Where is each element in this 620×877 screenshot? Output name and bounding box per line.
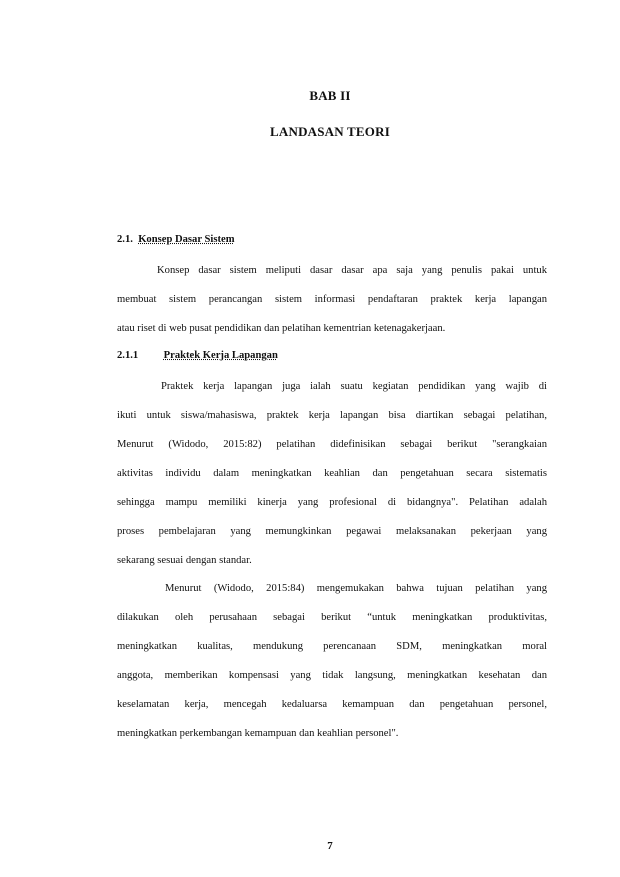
chapter-number: BAB II [309,88,351,103]
paragraph-tujuan-pelatihan [117,574,547,748]
paragraph-line: Menurut (Widodo, 2015:84) mengemukakan bahwa tujuan pelatihan yang [165,583,547,594]
paragraph-line: meningkatkan perkembangan kemampuan dan keahlian personel". [117,728,399,739]
paragraph-line: proses pembelajaran yang memungkinkan pegawai melaksanakan pekerjaan yang [117,526,547,537]
paragraph-line: aktivitas individu dalam meningkatkan keahlian dan pengetahuan secara sistematis [117,468,547,479]
paragraph-line: membuat sistem perancangan sistem informasi pendaftaran praktek kerja lapangan [117,294,547,305]
paragraph-line: keselamatan kerja, mencegah kedaluarsa kemampuan dan pengetahuan personel, [117,699,547,710]
section-number: 2.1. [117,234,133,245]
paragraph-line: Menurut (Widodo, 2015:82) pelatihan didefinisikan sebagai berikut "serangkaian [117,439,547,450]
paragraph-konsep-dasar [117,256,547,343]
paragraph-line: ikuti untuk siswa/mahasiswa, praktek kerja lapangan bisa diartikan sebagai pelatihan, [117,410,547,421]
section-heading-2-1-1 [117,350,278,361]
paragraph-line: atau riset di web pusat pendidikan dan pelatihan kementrian ketenagakerjaan. [117,323,446,334]
section-number: 2.1.1 [117,350,139,361]
paragraph-line: anggota, memberikan kompensasi yang tidak langsung, meningkatkan kesehatan dan [117,670,547,681]
paragraph-line: meningkatkan kualitas, mendukung perencanaan SDM, meningkatkan moral [117,641,547,652]
chapter-title: LANDASAN TEORI [270,124,390,139]
section-heading-2-1 [117,234,235,245]
paragraph-line: Konsep dasar sistem meliputi dasar dasar apa saja yang penulis pakai untuk [157,265,547,276]
paragraph-line: Praktek kerja lapangan juga ialah suatu kegiatan pendidikan yang wajib di [161,381,547,392]
paragraph-line: sehingga mampu memiliki kinerja yang profesional di bidangnya". Pelatihan adalah [117,497,547,508]
page-number: 7 [327,840,333,852]
section-title: Praktek Kerja Lapangan [163,350,278,361]
section-title: Konsep Dasar Sistem [138,234,235,245]
paragraph-line: dilakukan oleh perusahaan sebagai berikut “untuk meningkatkan produktivitas, [117,612,547,623]
paragraph-line: sekarang sesuai dengan standar. [117,555,252,566]
paragraph-praktek-kerja [117,372,547,575]
